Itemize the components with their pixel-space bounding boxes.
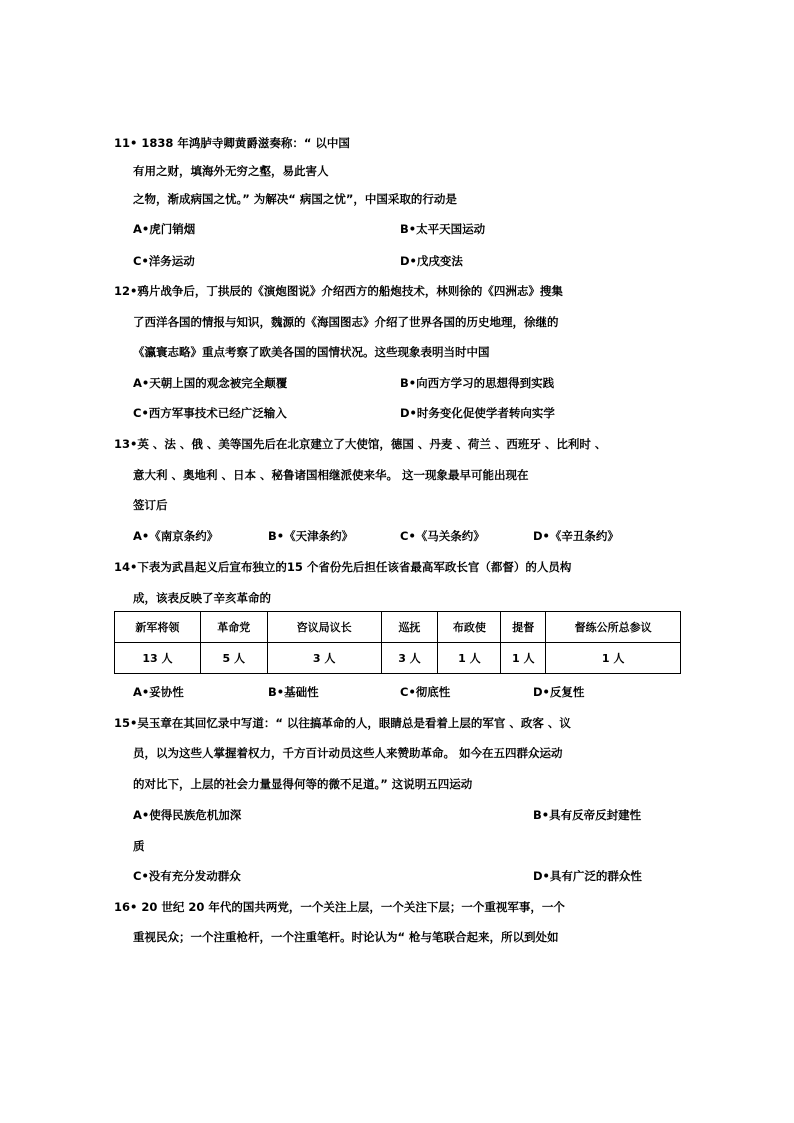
- q11-option-c: C•洋务运动: [133, 254, 195, 268]
- q12-option-a: A•天朝上国的观念被完全颠覆: [133, 376, 288, 390]
- table-header-row: [115, 612, 681, 643]
- q14-line-1: 14•下表为武昌起义后宣布独立的15 个省份先后担任该省最高军政长官（都督）的人员构: [114, 560, 572, 574]
- q12-line-2: 了西洋各国的情报与知识，魏源的《海国图志》介绍了世界各国的历史地理，徐继的: [133, 315, 559, 329]
- q13-option-b: B•《天津条约》: [268, 529, 354, 543]
- q11-line-1: 11• 1838 年鸿胪寺卿黄爵滋奏称：“ 以中国: [114, 136, 350, 150]
- table-header-cell: 革命党: [200, 612, 267, 643]
- table-header-cell: 督练公所总参议: [546, 612, 681, 643]
- q14-line-2: 成，该表反映了辛亥革命的: [133, 591, 271, 605]
- table-cell: 1 人: [501, 643, 546, 674]
- q12-option-d: D•时务变化促使学者转向实学: [400, 406, 555, 420]
- q14-option-a: A•妥协性: [133, 685, 184, 699]
- q11-option-b: B•太平天国运动: [400, 222, 486, 236]
- q13-option-d: D•《辛丑条约》: [533, 529, 619, 543]
- q14-option-c: C•彻底性: [400, 685, 451, 699]
- q14-option-d: D•反复性: [533, 685, 585, 699]
- q12-line-1: 12•鸦片战争后，丁拱辰的《演炮图说》介绍西方的船炮技术，林则徐的《四洲志》搜集: [114, 284, 563, 298]
- q11-option-d: D•戊戌变法: [400, 254, 463, 268]
- q11-line-3: 之物，渐成病国之忧。” 为解决“ 病国之忧”，中国采取的行动是: [133, 192, 457, 206]
- table-cell: 1 人: [546, 643, 681, 674]
- table-header-cell: 布政使: [438, 612, 501, 643]
- q15-option-a: A•使得民族危机加深: [133, 808, 242, 822]
- q11-option-a: A•虎门销烟: [133, 222, 196, 236]
- q16-line-2: 重视民众；一个注重枪杆，一个注重笔杆。时论认为“ 枪与笔联合起来，所以到处如: [133, 930, 559, 944]
- q15-option-d: D•具有广泛的群众性: [533, 869, 642, 883]
- table-header-cell: 巡抚: [381, 612, 438, 643]
- q13-line-1: 13•英 、法 、俄 、美等国先后在北京建立了大使馆，德国 、丹麦 、荷兰 、西班牙 、比利时 、: [114, 437, 607, 451]
- table-row: [115, 643, 681, 674]
- table-cell: 3 人: [381, 643, 438, 674]
- q14-option-b: B•基础性: [268, 685, 319, 699]
- q15-line-3: 的对比下，上层的社会力量显得何等的微不足道。” 这说明五四运动: [133, 777, 473, 791]
- table-cell: 3 人: [267, 643, 381, 674]
- table-header-cell: 咨议局议长: [267, 612, 381, 643]
- q13-line-3: 签订后: [133, 498, 168, 512]
- q15-line-1: 15•吴玉章在其回忆录中写道：“ 以往搞革命的人，眼睛总是看着上层的军官 、政客 、议: [114, 716, 571, 730]
- q12-option-c: C•西方军事技术已经广泛输入: [133, 406, 287, 420]
- table-cell: 13 人: [115, 643, 201, 674]
- q12-line-3: 《瀛寰志略》重点考察了欧美各国的国情状况。这些现象表明当时中国: [133, 345, 490, 359]
- table-cell: 5 人: [200, 643, 267, 674]
- q15-option-c: C•没有充分发动群众: [133, 869, 241, 883]
- governor-composition-table: [114, 611, 681, 674]
- table-cell: 1 人: [438, 643, 501, 674]
- q12-option-b: B•向西方学习的思想得到实践: [400, 376, 555, 390]
- q15-line-2: 员，以为这些人掌握着权力，千方百计动员这些人来赞助革命。 如今在五四群众运动: [133, 746, 563, 760]
- q16-line-1: 16• 20 世纪 20 年代的国共两党，一个关注上层，一个关注下层；一个重视军事，一个: [114, 900, 565, 914]
- table-header-cell: 新军将领: [115, 612, 201, 643]
- q15-option-b-continued: 质: [133, 839, 145, 853]
- q15-option-b: B•具有反帝反封建性: [533, 808, 642, 822]
- q13-option-a: A•《南京条约》: [133, 529, 219, 543]
- table-header-cell: 提督: [501, 612, 546, 643]
- q11-line-2: 有用之财，填海外无穷之壑，易此害人: [133, 164, 329, 178]
- q13-line-2: 意大利 、奥地利 、日本 、秘鲁诸国相继派使来华。 这一现象最早可能出现在: [133, 468, 529, 482]
- q13-option-c: C•《马关条约》: [400, 529, 485, 543]
